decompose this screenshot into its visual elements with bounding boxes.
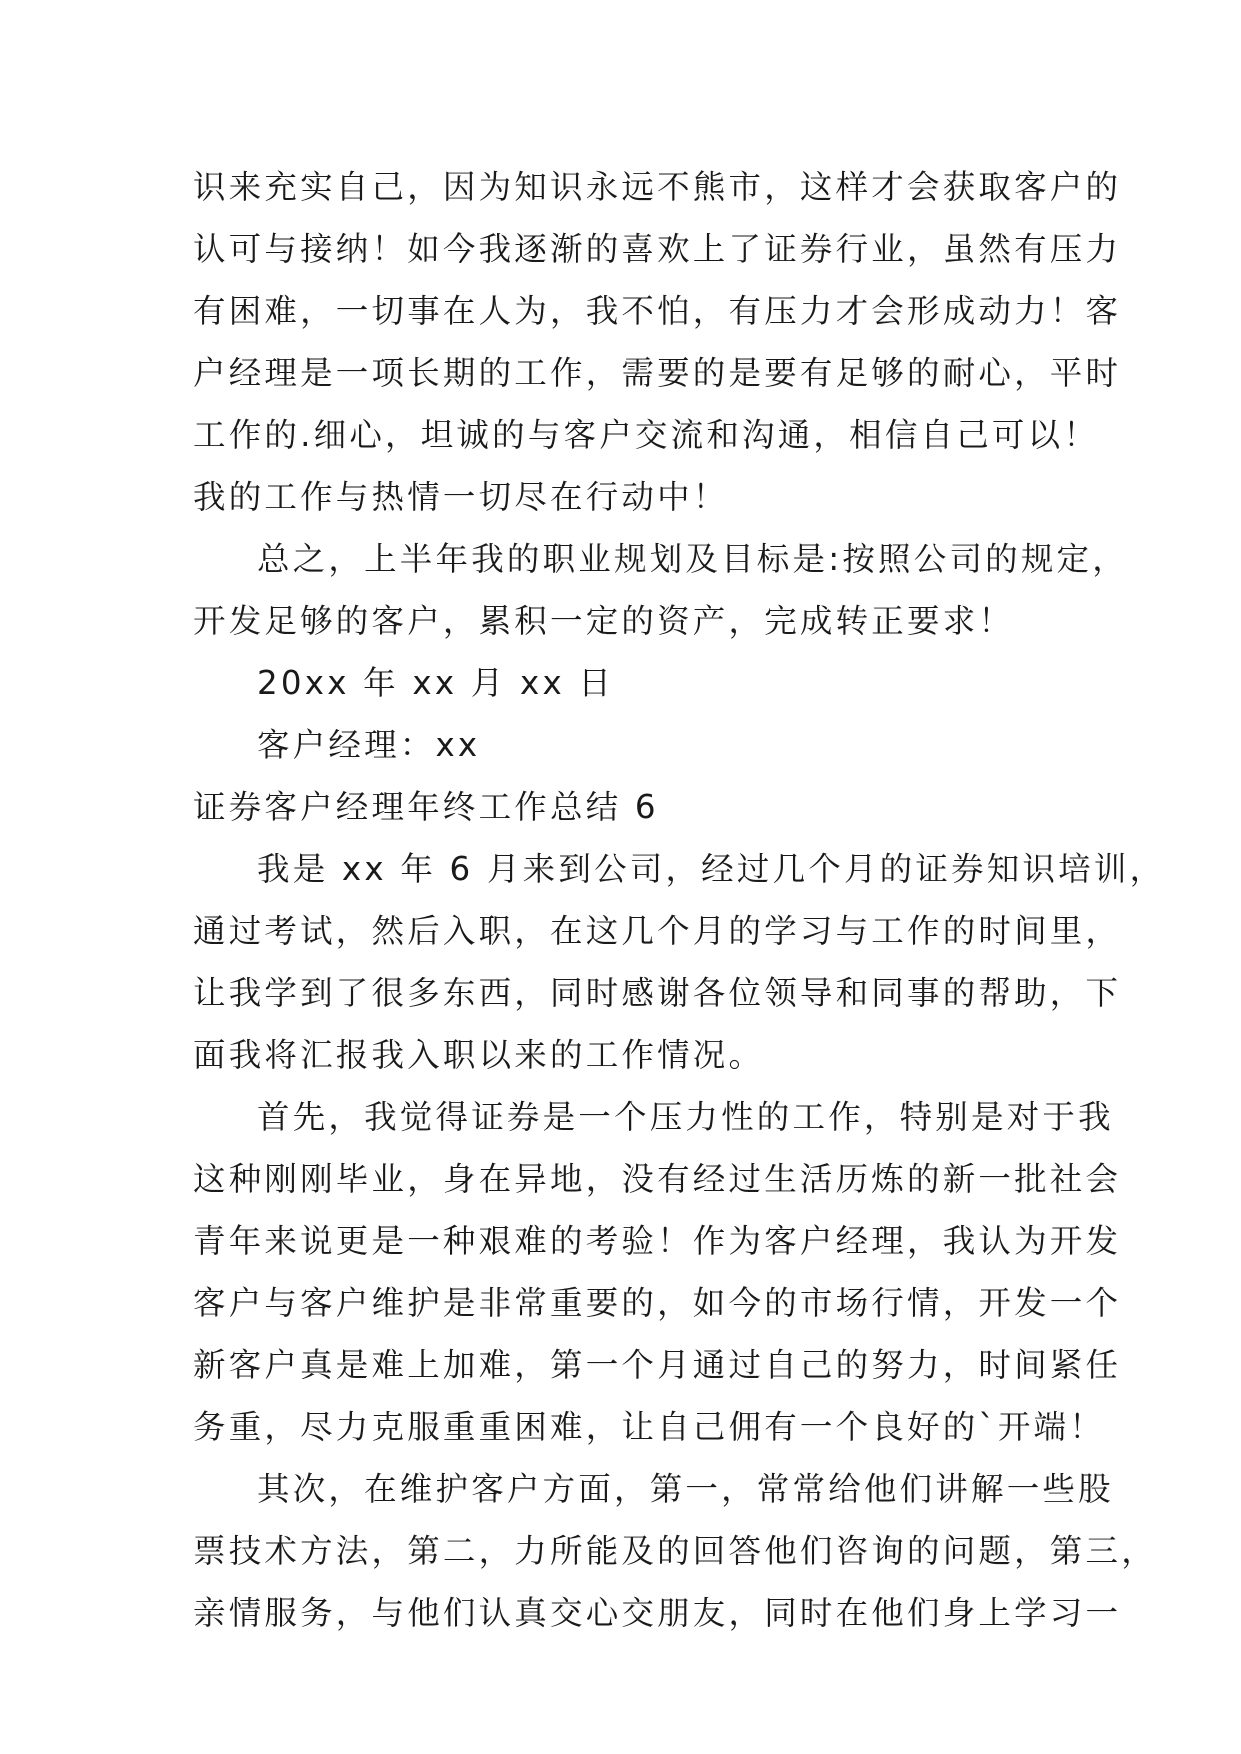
text-line: 青年来说更是一种艰难的考验！作为客户经理，我认为开发 xyxy=(193,1222,1122,1260)
text-line: 通过考试，然后入职，在这几个月的学习与工作的时间里， xyxy=(193,912,1122,950)
text-line: 认可与接纳！如今我逐渐的喜欢上了证券行业，虽然有压力 xyxy=(193,230,1122,268)
text-line: 务重，尽力克服重重困难，让自己佣有一个良好的`开端！ xyxy=(193,1408,1105,1446)
text-line: 客户与客户维护是非常重要的，如今的市场行情，开发一个 xyxy=(193,1284,1122,1322)
text-line: 我的工作与热情一切尽在行动中！ xyxy=(193,478,729,516)
text-line: 其次，在维护客户方面，第一，常常给他们讲解一些股 xyxy=(257,1470,1114,1508)
text-line: 这种刚刚毕业，身在异地，没有经过生活历炼的新一批社会 xyxy=(193,1160,1122,1198)
section-heading: 证券客户经理年终工作总结 6 xyxy=(193,788,659,826)
text-line: 总之，上半年我的职业规划及目标是:按照公司的规定， xyxy=(257,540,1128,578)
text-line: 让我学到了很多东西，同时感谢各位领导和同事的帮助，下 xyxy=(193,974,1122,1012)
text-line: 我是 xx 年 6 月来到公司，经过几个月的证券知识培训， xyxy=(257,850,1166,888)
text-line: 票技术方法，第二，力所能及的回答他们咨询的问题，第三， xyxy=(193,1532,1157,1570)
text-line: 面我将汇报我入职以来的工作情况。 xyxy=(193,1036,765,1074)
text-line: 工作的.细心，坦诚的与客户交流和沟通，相信自己可以！ xyxy=(193,416,1100,454)
signature-line: 客户经理：xx xyxy=(257,726,481,764)
text-line: 首先，我觉得证券是一个压力性的工作，特别是对于我 xyxy=(257,1098,1114,1136)
text-line: 识来充实自己，因为知识永远不熊市，这样才会获取客户的 xyxy=(193,168,1122,206)
text-line: 有困难，一切事在人为，我不怕，有压力才会形成动力！客 xyxy=(193,292,1122,330)
text-line: 开发足够的客户，累积一定的资产，完成转正要求！ xyxy=(193,602,1015,640)
date-line: 20xx 年 xx 月 xx 日 xyxy=(257,664,615,702)
text-line: 新客户真是难上加难，第一个月通过自己的努力，时间紧任 xyxy=(193,1346,1122,1384)
text-line: 亲情服务，与他们认真交心交朋友，同时在他们身上学习一 xyxy=(193,1594,1122,1632)
text-line: 户经理是一项长期的工作，需要的是要有足够的耐心，平时 xyxy=(193,354,1122,392)
